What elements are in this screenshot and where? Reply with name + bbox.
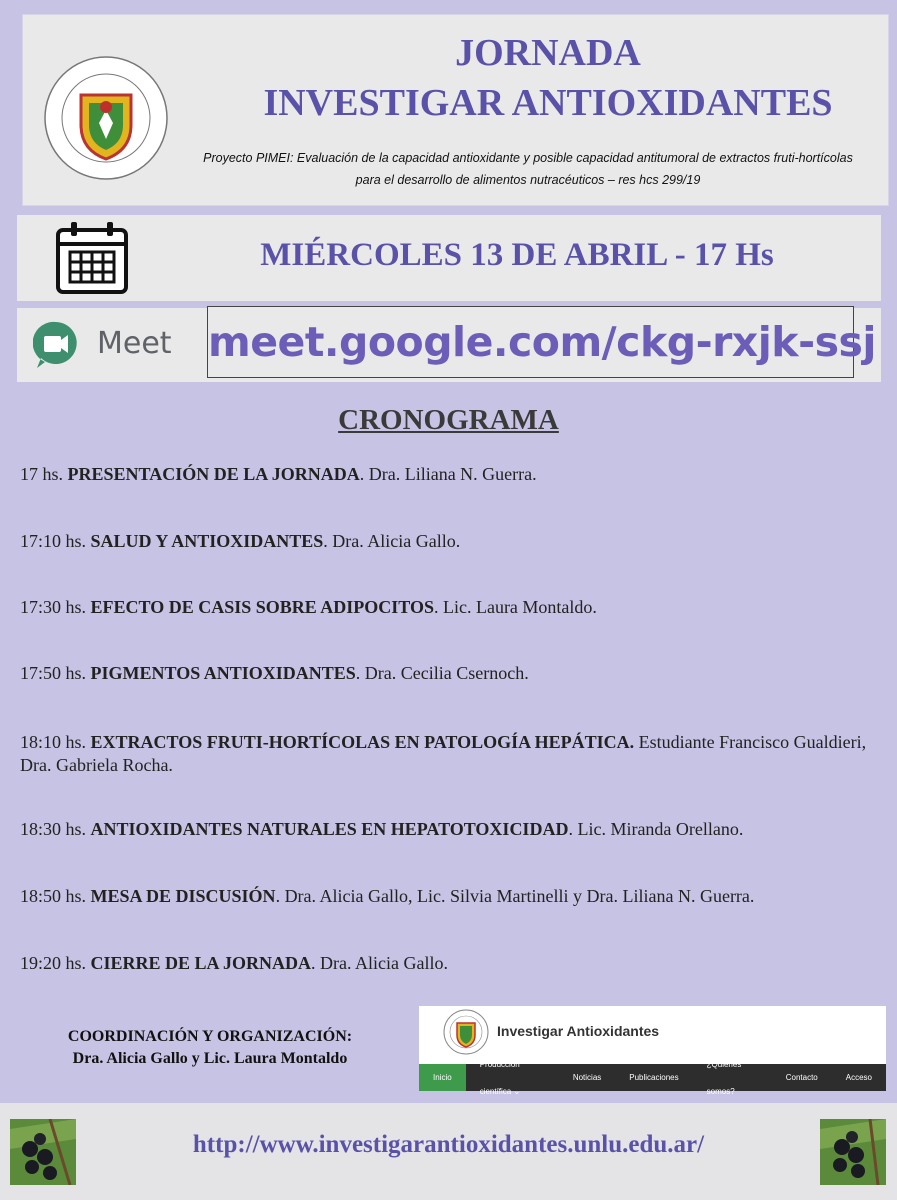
title-line-1: JORNADA [455,32,641,74]
google-meet-icon [33,320,79,370]
schedule-item: 17 hs. PRESENTACIÓN DE LA JORNADA. Dra. Liliana N. Guerra. [20,464,537,484]
schedule-item: 17:50 hs. PIGMENTOS ANTIOXIDANTES. Dra. Cecilia Csernoch. [20,663,529,683]
schedule-item: 17:10 hs. SALUD Y ANTIOXIDANTES. Dra. Alicia Gallo. [20,531,461,551]
nav-item-produccion[interactable]: Producción científica ⌄ [479,1059,521,1096]
nav-item-inicio[interactable]: Inicio [419,1064,466,1091]
website-url[interactable]: http://www.investigarantioxidantes.unlu.edu.ar/ [192,1131,705,1158]
title-line-2: INVESTIGAR ANTIOXIDANTES [263,82,833,124]
coordination-block [20,1026,400,1070]
website-title: Investigar Antioxidantes [497,1023,660,1039]
schedule-item: 18:10 hs. EXTRACTOS FRUTI-HORTÍCOLAS EN PATOLOGÍA HEPÁTICA. Estudiante Francisco Gualdieri, Dra. Gabriela Rocha. [20,732,867,775]
project-subtitle [163,147,893,191]
schedule-item: 18:50 hs. MESA DE DISCUSIÓN. Dra. Alicia Gallo, Lic. Silvia Martinelli y Dra. Liliana N. Guerra. [20,886,755,906]
schedule-title: CRONOGRAMA [338,404,559,436]
university-logo-icon [43,55,169,181]
university-logo-icon [443,1009,489,1055]
subtitle-line-2: para el desarrollo de alimentos nutracéuticos – res hcs 299/19 [355,173,701,187]
date-panel [17,215,881,301]
schedule-item: 18:30 hs. ANTIOXIDANTES NATURALES EN HEPATOTOXICIDAD. Lic. Miranda Orellano. [20,819,744,839]
nav-item-contacto[interactable]: Contacto [785,1073,818,1082]
header-panel [22,14,889,206]
nav-item-publicaciones[interactable]: Publicaciones [629,1073,679,1082]
subtitle-line-1: Proyecto PIMEI: Evaluación de la capacidad antioxidante y posible capacidad antitumoral de extractos fruti-hortícolas [203,151,853,165]
meet-link[interactable]: meet.google.com/ckg-rxjk-ssj [207,306,854,378]
blackcurrant-icon [820,1119,886,1185]
schedule-item: 17:30 hs. EFECTO DE CASIS SOBRE ADIPOCITOS. Lic. Laura Montaldo. [20,597,597,617]
meet-label: Meet [97,326,172,361]
coordination-title: COORDINACIÓN Y ORGANIZACIÓN: [67,1028,353,1045]
nav-item-noticias[interactable]: Noticias [572,1073,602,1082]
meet-panel [17,308,881,382]
coordination-names: Dra. Alicia Gallo y Lic. Laura Montaldo [72,1050,348,1067]
nav-item-acceso[interactable]: Acceso [845,1073,872,1082]
footer-panel [0,1103,897,1200]
event-date: MIÉRCOLES 13 DE ABRIL - 17 Hs [260,237,774,273]
calendar-icon [54,220,130,296]
nav-item-quienes-somos[interactable]: ¿Quienes somos? [706,1059,742,1096]
website-nav [419,1059,886,1096]
schedule-item: 19:20 hs. CIERRE DE LA JORNADA. Dra. Alicia Gallo. [20,953,449,973]
website-preview [419,1006,886,1096]
